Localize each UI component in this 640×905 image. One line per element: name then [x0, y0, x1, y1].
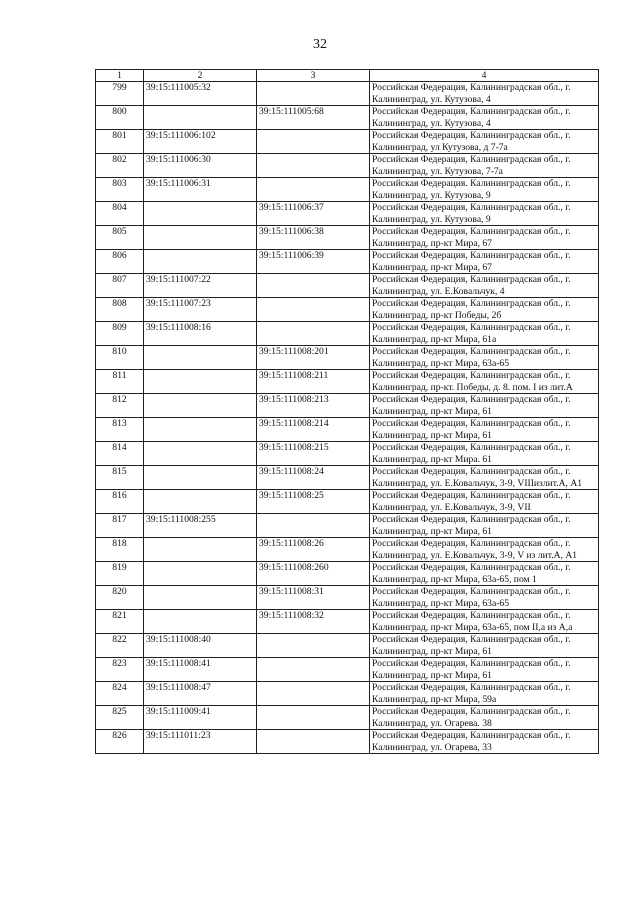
cadastral-number-cell	[144, 610, 257, 634]
row-number: 799	[96, 82, 144, 106]
row-number: 817	[96, 514, 144, 538]
row-number: 822	[96, 634, 144, 658]
cadastral-number-cell	[257, 154, 370, 178]
row-number: 823	[96, 658, 144, 682]
row-number: 820	[96, 586, 144, 610]
cadastral-number-cell	[144, 586, 257, 610]
cadastral-number-cell	[144, 442, 257, 466]
row-number: 815	[96, 466, 144, 490]
row-number: 800	[96, 106, 144, 130]
cadastral-number-cell: 39:15:111008:40	[144, 634, 257, 658]
cadastral-number-cell: 39:15:111006:102	[144, 130, 257, 154]
row-number: 806	[96, 250, 144, 274]
cadastral-number-cell	[257, 82, 370, 106]
address-cell: Российская Федерация, Калининградская обл., г. Калининград, пр-кт Мира, 61	[370, 418, 599, 442]
address-cell: Российская Федерация, Калининградская обл., г. Калининград, пр-кт Мира, 63а-65, пом II,а из А,а	[370, 610, 599, 634]
cadastral-number-cell	[144, 490, 257, 514]
cadastral-number-cell: 39:15:111008:25	[257, 490, 370, 514]
row-number: 821	[96, 610, 144, 634]
cadastral-number-cell: 39:15:111008:201	[257, 346, 370, 370]
cadastral-number-cell: 39:15:111008:31	[257, 586, 370, 610]
address-cell: Российская Федерация, Калининградская обл., г. Калининград, пр-кт Мира, 61	[370, 658, 599, 682]
cadastral-number-cell	[257, 274, 370, 298]
row-number: 805	[96, 226, 144, 250]
cadastral-number-cell	[257, 178, 370, 202]
cadastral-number-cell: 39:15:111007:22	[144, 274, 257, 298]
address-cell: Российская Федерация, Калининградская обл., г. Калининград, ул Кутузова, д 7-7а	[370, 130, 599, 154]
table-row	[96, 298, 599, 322]
cadastral-number-cell	[144, 346, 257, 370]
address-cell: Российская Федерация, Калининградская обл., г. Калининград, пр-кт Мира, 67	[370, 226, 599, 250]
cadastral-number-cell	[144, 538, 257, 562]
table-body	[96, 82, 599, 754]
cadastral-number-cell: 39:15:111006:39	[257, 250, 370, 274]
table-row	[96, 202, 599, 226]
address-cell: Российская Федерация, Калининградская обл., г. Калининград, пр-кт Мира, 63а-65	[370, 586, 599, 610]
row-number: 810	[96, 346, 144, 370]
row-number: 813	[96, 418, 144, 442]
cadastral-number-cell	[257, 514, 370, 538]
address-cell: Российская Федерация, Калининградская обл., г. Калининград, ул. Кутузова, 4	[370, 82, 599, 106]
column-header-4: 4	[370, 70, 599, 82]
cadastral-number-cell	[257, 634, 370, 658]
table-row	[96, 82, 599, 106]
address-cell: Российская Федерация, Калининградская обл., г. Калининград, пр-кт Мира. 61	[370, 442, 599, 466]
row-number: 802	[96, 154, 144, 178]
table-row	[96, 178, 599, 202]
address-cell: Российская Федерация, Калининградская обл., г. Калининград, пр-кт Победы, 2б	[370, 298, 599, 322]
address-cell: Российская Федерация, Калининградская обл., г. Калининград, пр-кт Мира, 63а-65, пом 1	[370, 562, 599, 586]
cadastral-number-cell: 39:15:111006:37	[257, 202, 370, 226]
cadastral-number-cell: 39:15:111008:41	[144, 658, 257, 682]
address-cell: Российская Федерация, Калининградская обл., г. Калининград, пр-кт Мира, 59а	[370, 682, 599, 706]
cadastral-registry-table	[95, 69, 599, 754]
table-row	[96, 346, 599, 370]
cadastral-number-cell: 39:15:111007:23	[144, 298, 257, 322]
cadastral-number-cell: 39:15:111008:255	[144, 514, 257, 538]
table-row	[96, 634, 599, 658]
table-row	[96, 658, 599, 682]
cadastral-number-cell	[144, 394, 257, 418]
address-cell: Российская Федерация, Калининградская обл., г. Калининград, ул. Огарева, 33	[370, 730, 599, 754]
table-row	[96, 274, 599, 298]
table-row	[96, 154, 599, 178]
table-row	[96, 250, 599, 274]
table-row	[96, 466, 599, 490]
table-row	[96, 418, 599, 442]
cadastral-number-cell: 39:15:111006:38	[257, 226, 370, 250]
cadastral-number-cell	[144, 562, 257, 586]
table-row	[96, 586, 599, 610]
table-row	[96, 442, 599, 466]
row-number: 826	[96, 730, 144, 754]
address-cell: Российская Федерация, Калининградская обл., г. Калининград, ул. Кутузова, 7-7а	[370, 154, 599, 178]
table-row	[96, 490, 599, 514]
row-number: 824	[96, 682, 144, 706]
cadastral-number-cell: 39:15:111008:24	[257, 466, 370, 490]
cadastral-number-cell: 39:15:111008:32	[257, 610, 370, 634]
cadastral-number-cell: 39:15:111011:23	[144, 730, 257, 754]
column-header-2: 2	[144, 70, 257, 82]
address-cell: Российская Федерация, Калининградская обл., г. Калининград, пр-кт Мира, 61	[370, 634, 599, 658]
table-row	[96, 130, 599, 154]
row-number: 825	[96, 706, 144, 730]
column-header-1: 1	[96, 70, 144, 82]
cadastral-number-cell: 39:15:111008:26	[257, 538, 370, 562]
cadastral-number-cell: 39:15:111009:41	[144, 706, 257, 730]
cadastral-number-cell	[144, 226, 257, 250]
cadastral-number-cell: 39:15:111005:32	[144, 82, 257, 106]
table-row	[96, 106, 599, 130]
cadastral-number-cell: 39:15:111008:211	[257, 370, 370, 394]
row-number: 811	[96, 370, 144, 394]
cadastral-number-cell	[257, 682, 370, 706]
cadastral-number-cell	[144, 250, 257, 274]
table-row	[96, 322, 599, 346]
cadastral-number-cell: 39:15:111008:16	[144, 322, 257, 346]
row-number: 809	[96, 322, 144, 346]
row-number: 803	[96, 178, 144, 202]
table-row	[96, 562, 599, 586]
row-number: 814	[96, 442, 144, 466]
row-number: 801	[96, 130, 144, 154]
row-number: 818	[96, 538, 144, 562]
cadastral-number-cell	[257, 730, 370, 754]
address-cell: Российская Федерация. Калининградская обл., г. Калининград, ул. Кутузова, 9	[370, 178, 599, 202]
cadastral-number-cell	[257, 322, 370, 346]
address-cell: Российская Федерация, Калининградская обл., г. Калининград, ул. Е.Ковальчук, 3-9, VIIIизлит.А, А1	[370, 466, 599, 490]
address-cell: Российская Федерация, Калининградская обл., г. Калининград, ул. Е.Ковальчук, 3-9, V из лит.А, А1	[370, 538, 599, 562]
table-row	[96, 682, 599, 706]
cadastral-number-cell	[257, 658, 370, 682]
cadastral-number-cell	[144, 370, 257, 394]
cadastral-number-cell	[257, 706, 370, 730]
cadastral-number-cell	[144, 418, 257, 442]
table-row	[96, 514, 599, 538]
address-cell: Российская Федерация, Калининградская обл., г. Калининград, ул. Огарева. 38	[370, 706, 599, 730]
cadastral-number-cell	[144, 466, 257, 490]
row-number: 816	[96, 490, 144, 514]
table-row	[96, 730, 599, 754]
page-number: 32	[313, 37, 327, 52]
cadastral-number-cell	[144, 202, 257, 226]
address-cell: Российская Федерация, Калининградская обл., г. Калининград, ул. Кутузова, 4	[370, 106, 599, 130]
cadastral-number-cell: 39:15:111008:215	[257, 442, 370, 466]
row-number: 807	[96, 274, 144, 298]
address-cell: Российская Федерация, Калининградская обл., г. Калининград, пр-кт Мира, 67	[370, 250, 599, 274]
cadastral-number-cell: 39:15:111008:214	[257, 418, 370, 442]
row-number: 808	[96, 298, 144, 322]
cadastral-number-cell: 39:15:111005:68	[257, 106, 370, 130]
row-number: 804	[96, 202, 144, 226]
cadastral-number-cell: 39:15:111008:213	[257, 394, 370, 418]
address-cell: Российская Федерация, Калининградская обл., г. Калининград, ул. Е.Ковальчук, 4	[370, 274, 599, 298]
table-row	[96, 394, 599, 418]
cadastral-number-cell: 39:15:111008:260	[257, 562, 370, 586]
table-row	[96, 538, 599, 562]
column-header-3: 3	[257, 70, 370, 82]
cadastral-number-cell	[257, 298, 370, 322]
address-cell: Российская Федерация, Калининградская обл., г. Калининград, пр-кт Мира, 61а	[370, 322, 599, 346]
address-cell: Российская Федерация, Калининградская обл., г. Калининград, пр-кт Мира, 61	[370, 394, 599, 418]
cadastral-number-cell	[144, 106, 257, 130]
cadastral-number-cell	[257, 130, 370, 154]
table-row	[96, 610, 599, 634]
row-number: 819	[96, 562, 144, 586]
row-number: 812	[96, 394, 144, 418]
address-cell: Российская Федерация, Калининградская обл., г. Калининград, ул. Кутузова, 9	[370, 202, 599, 226]
cadastral-number-cell: 39:15:111006:31	[144, 178, 257, 202]
cadastral-number-cell: 39:15:111008:47	[144, 682, 257, 706]
address-cell: Российская Федерация, Калининградская обл., г. Калининград, пр-кт Мира, 61	[370, 514, 599, 538]
table-row	[96, 706, 599, 730]
table-header-row	[96, 70, 599, 82]
cadastral-number-cell: 39:15:111006:30	[144, 154, 257, 178]
address-cell: Российская Федерация, Калининградская обл., г. Калининград, пр-кт Мира, 63а-65	[370, 346, 599, 370]
table-row	[96, 370, 599, 394]
address-cell: Российская Федерация, Калининградская обл., г. Калининград, пр-кт. Победы, д. 8. пом. I из лит.А	[370, 370, 599, 394]
table-row	[96, 226, 599, 250]
address-cell: Российская Федерация, Калининградская обл., г. Калининград, ул. Е.Ковальчук, 3-9, VII	[370, 490, 599, 514]
